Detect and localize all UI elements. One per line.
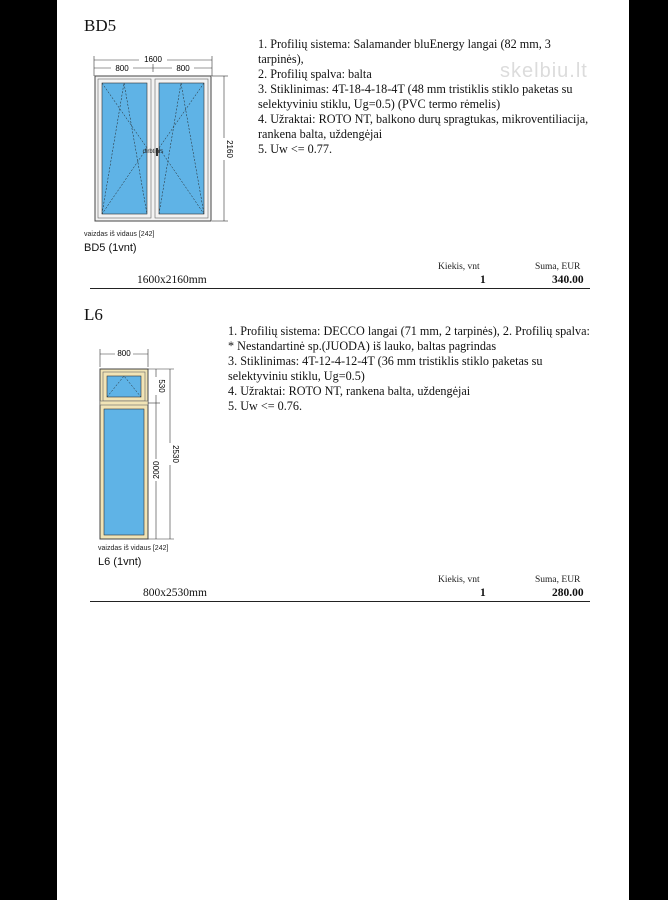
dim-right-width: 800 [176, 64, 190, 73]
size-cell-bd5: 1600x2160mm [137, 274, 207, 286]
dim-total-width: 1600 [144, 55, 162, 64]
dim-left-width: 800 [115, 64, 129, 73]
sum-header-l6: Suma, EUR [535, 575, 581, 585]
watermark: skelbiu.lt [500, 60, 588, 82]
name-caption-l6: L6 (1vnt) [98, 556, 142, 568]
size-cell-l6: 800x2530mm [143, 587, 207, 599]
row-underline-l6 [90, 601, 590, 602]
dim-total-height: 2530 [171, 445, 180, 463]
row-underline-bd5 [90, 288, 590, 289]
item-code-l6: L6 [84, 305, 103, 324]
name-caption-bd5: BD5 (1vnt) [84, 242, 137, 254]
center-label: dirbtinis [142, 149, 164, 155]
sum-cell-bd5: 340.00 [552, 274, 584, 286]
dim-height: 2160 [225, 140, 234, 158]
dim-width: 800 [117, 349, 131, 358]
dim-bottom-height: 2000 [152, 461, 161, 479]
qty-cell-bd5: 1 [480, 274, 486, 286]
item-code-bd5: BD5 [84, 16, 117, 35]
sum-cell-l6: 280.00 [552, 587, 584, 599]
spec-text-bd5: 1. Profilių sistema: Salamander bluEnergy langai (82 mm, 3 tarpinės), 2. Profilių spalva: balta 3. Stiklinimas: 4T-18-4-18-4T (48 mm tristiklis stiklo paketas su selektyviniu stiklu, Ug=0.5) (PVC termo rėmelis) 4. Užraktai: ROTO NT, balkono durų spragtukas, mikroventiliacija, rankena balta, uždengėjai 5. Uw <= 0.77. [258, 37, 589, 156]
spec-text-l6: 1. Profilių sistema: DECCO langai (71 mm, 2 tarpinės), 2. Profilių spalva: * Nestandartinė sp.(JUODA) iš lauko, baltas pagrindas 3. Stiklinimas: 4T-12-4-12-4T (36 mm tristiklis stiklo paketas su selektyviniu stiklu, Ug=0.5) 4. Užraktai: ROTO NT, rankena balta, uždengėjai 5. Uw <= 0.76. [228, 324, 590, 413]
qty-cell-l6: 1 [480, 587, 486, 599]
dim-top-height: 530 [157, 379, 166, 393]
window-drawing-bd5 [84, 50, 234, 230]
qty-header-l6: Kiekis, vnt [438, 575, 480, 585]
sum-header-bd5: Suma, EUR [535, 262, 581, 272]
view-caption-l6: vaizdas iš vidaus [242] [98, 545, 169, 552]
qty-header-bd5: Kiekis, vnt [438, 262, 480, 272]
window-drawing-l6 [90, 345, 180, 545]
view-caption-bd5: vaizdas iš vidaus [242] [84, 231, 155, 238]
